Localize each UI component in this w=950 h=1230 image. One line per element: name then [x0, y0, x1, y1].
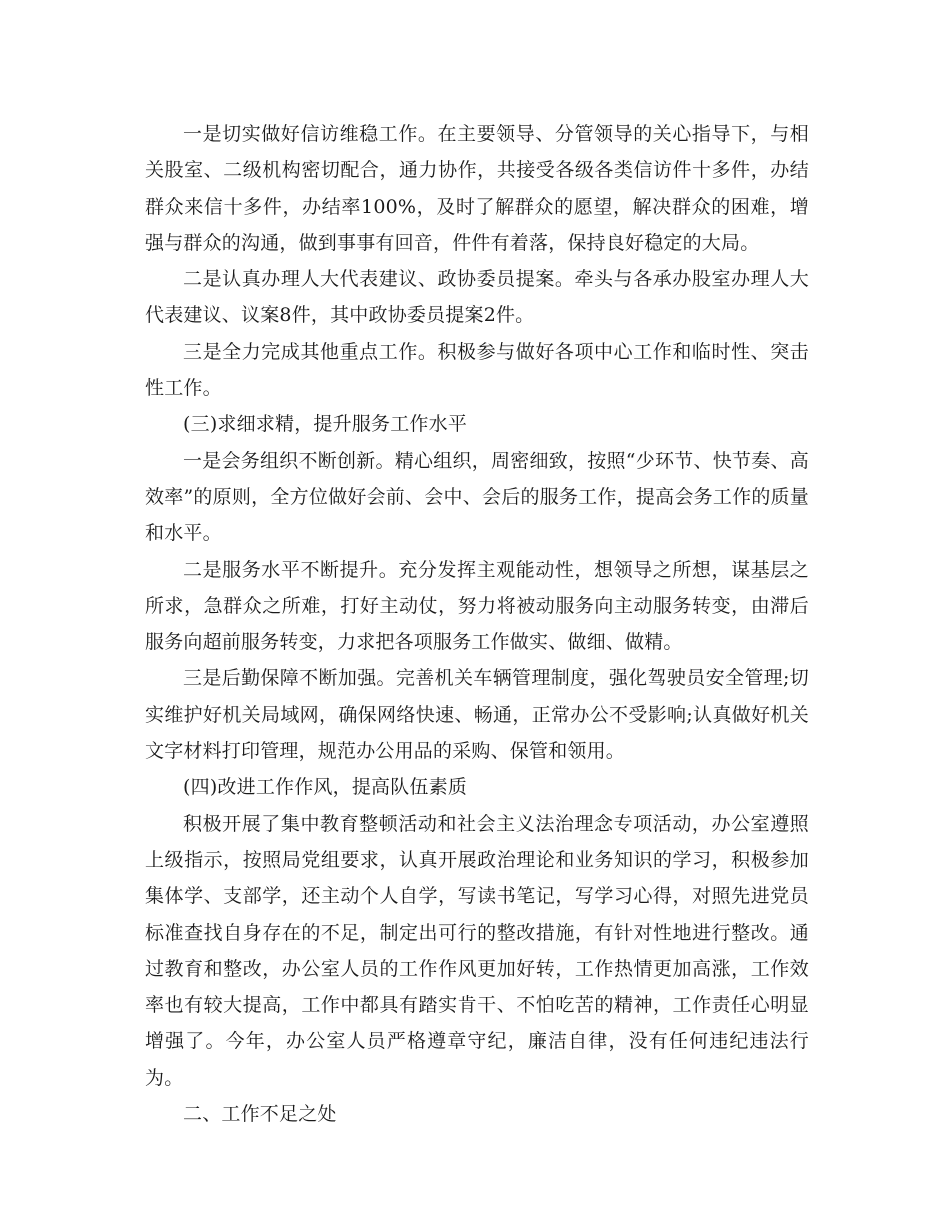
- section-heading-work-style: (四)改进工作作风，提高队伍素质: [183, 776, 468, 799]
- paragraph-letters-visits: 一是切实做好信访维稳工作。在主要领导、分管领导的关心指导下，与相关股室、二级机构密切配合，通力协作，共接受各级各类信访件十多件，办结群众来信十多件，办结率100%，及时了解群众的愿望，解决群众的困难，增强与群众的沟通，做到事事有回音，件件有着落，保持良好稳定的大局。: [145, 123, 809, 254]
- paragraph-logistics: 三是后勤保障不断加强。完善机关车辆管理制度，强化驾驶员安全管理;切实维护好机关局域网，确保网络快速、畅通，正常办公不受影响;认真做好机关文字材料打印管理，规范办公用品的采购、保管和领用。: [145, 667, 809, 763]
- paragraph-service-level: 二是服务水平不断提升。充分发挥主观能动性，想领导之所想，谋基层之所求，急群众之所难，打好主动仗，努力将被动服务向主动服务转变，由滞后服务向超前服务转变，力求把各项服务工作做实、做细、做精。: [145, 558, 809, 654]
- paragraph-proposals: 二是认真办理人大代表建议、政协委员提案。牵头与各承办股室办理人大代表建议、议案8件，其中政协委员提案2件。: [145, 268, 809, 327]
- paragraph-key-tasks: 三是全力完成其他重点工作。积极参与做好各项中心工作和临时性、突击性工作。: [145, 340, 809, 400]
- paragraph-meetings: 一是会务组织不断创新。精心组织，周密细致，按照“少环节、快节奏、高效率”的原则，全方位做好会前、会中、会后的服务工作，提高会务工作的质量和水平。: [145, 449, 809, 545]
- document-body: [145, 116, 809, 1132]
- section-heading-service: (三)求细求精，提升服务工作水平: [183, 413, 468, 436]
- paragraph-education: 积极开展了集中教育整顿活动和社会主义法治理念专项活动，办公室遵照上级指示，按照局党组要求，认真开展政治理论和业务知识的学习，积极参加集体学、支部学，还主动个人自学，写读书笔记，写学习心得，对照先进党员标准查找自身存在的不足，制定出可行的整改措施，有针对性地进行整改。通过教育和整改，办公室人员的工作作风更加好转，工作热情更加高涨，工作效率也有较大提高，工作中都具有踏实肯干、不怕吃苦的精神，工作责任心明显增强了。今年，办公室人员严格遵章守纪，廉洁自律，没有任何违纪违法行为。: [145, 812, 809, 1089]
- section-heading-shortcomings: 二、工作不足之处: [183, 1103, 337, 1126]
